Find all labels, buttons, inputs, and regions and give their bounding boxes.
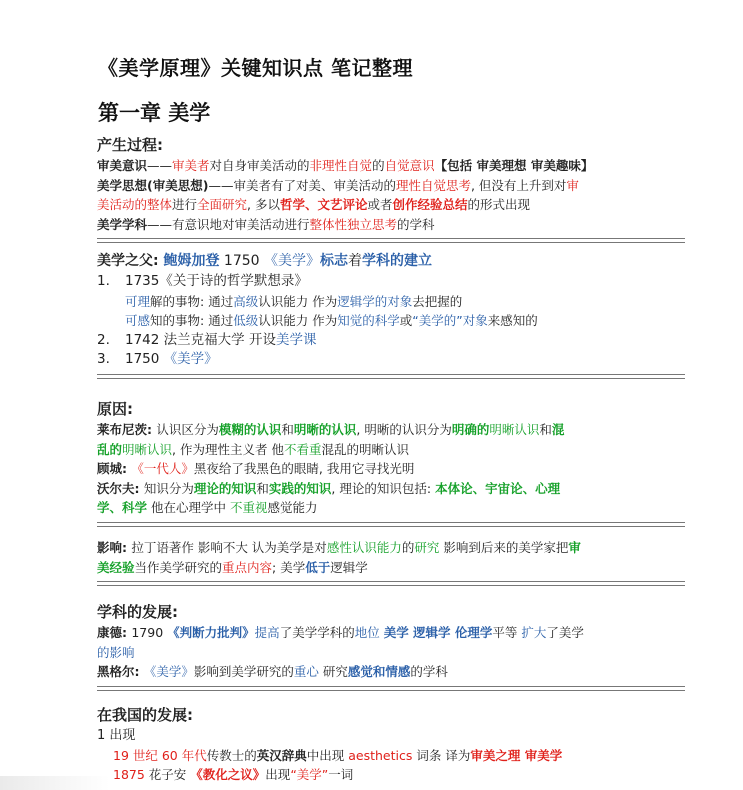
origin-section [97,134,689,249]
divider [97,581,685,586]
development-section [97,601,689,697]
divider [97,374,685,379]
cause-line-1: 莱布尼茨: 认识区分为模糊的认识和明晰的认识, 明晰的认识分为明确的明晰认识和混 [97,422,565,437]
father-item-3: 3. 1750 《美学》 [97,351,218,367]
origin-line-2: 美学思想(审美思想)——审美者有了对美、审美活动的理性自觉思考, 但没有上升到对审 [97,177,579,193]
father-line: 美学之父: 鲍姆加登 1750 《美学》标志着学科的建立 [97,253,433,269]
cause-line-3: 顾城: 《一代人》黑夜给了我黑色的眼睛, 我用它寻找光明 [97,461,415,476]
father-item-1: 1. 1735《关于诗的哲学默想录》 [97,273,308,289]
divider [97,238,685,243]
development-line-1: 康德: 1790 《判断力批判》提高了美学学科的地位 美学 逻辑学 伦理学平等 扩大了美学 [97,625,584,640]
influence-line-2: 美经验当作美学研究的重点内容; 美学低于逻辑学 [97,559,368,575]
page-edge-shadow [0,776,110,790]
father-item-2: 2. 1742 法兰克福大学 开设美学课 [97,331,317,348]
origin-heading: 产生过程: [97,136,163,154]
development-heading: 学科的发展: [97,603,178,621]
divider [97,686,685,691]
development-line-2: 的影响 [97,644,135,660]
origin-line-3: 美活动的整体进行全面研究, 多以哲学、文艺评论或者创作经验总结的形式出现 [97,197,531,212]
development-line-3: 黑格尔: 《美学》影响到美学研究的重心 研究感觉和情感的学科 [97,664,448,679]
father-section [97,250,689,385]
cause-line-4: 沃尔夫: 知识分为理论的知识和实践的知识, 理论的知识包括: 本体论、宇宙论、心理 [97,480,561,496]
china-item-1: 1 出现 [97,728,136,743]
cause-section [97,398,689,533]
father-item-1a: 可理解的事物: 通过高级认识能力 作为逻辑学的对象去把握的 [125,293,463,309]
origin-line-4: 美学学科——有意识地对审美活动进行整体性独立思考的学科 [97,216,435,232]
china-item-1b: 1875 花子安 《教化之议》出现“美学”一词 [113,767,354,782]
origin-line-1: 审美意识——审美者对自身审美活动的非理性自觉的自觉意识【包括 审美理想 审美趣味】 [97,158,594,173]
chapter-heading: 第一章 美学 [98,101,211,125]
cause-line-2: 乱的明晰认识, 作为理性主义者 他不看重混乱的明晰认识 [97,441,409,457]
china-heading: 在我国的发展: [97,706,193,724]
influence-section [97,538,689,592]
father-item-1b: 可感知的事物: 通过低级认识能力 作为知觉的科学或“美学的”对象来感知的 [125,313,538,328]
cause-heading: 原因: [97,400,133,418]
china-item-1a: 19 世纪 60 年代传教士的英汉辞典中出现 aesthetics 词条 译为审美之理 审美学 [113,747,563,763]
influence-line-1: 影响: 拉丁语著作 影响不大 认为美学是对感性认识能力的研究 影响到后来的美学家把审 [97,540,581,555]
document-title: 《美学原理》关键知识点 笔记整理 [98,56,413,80]
cause-line-5: 学、科学 他在心理学中 不重视感觉能力 [97,500,318,515]
china-section [97,704,689,785]
divider [97,522,685,527]
